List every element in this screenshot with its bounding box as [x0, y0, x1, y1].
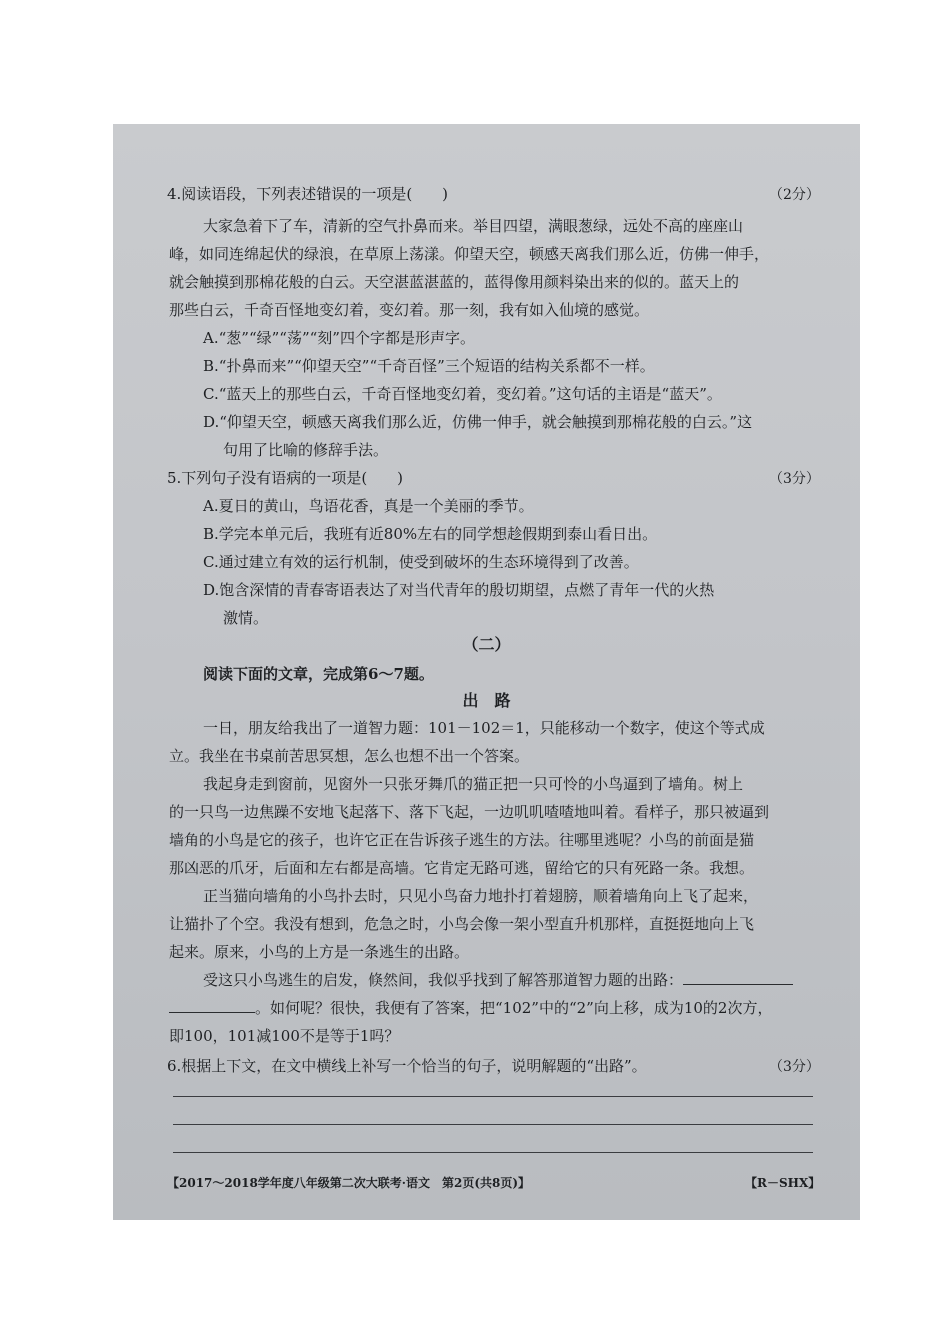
- section-heading: （二）: [462, 635, 511, 654]
- section-instruction: 阅读下面的文章，完成第6～7题。: [203, 665, 434, 683]
- q4-option-c: C.“蓝天上的那些白云，千奇百怪地变幻着，变幻着。”这句话的主语是“蓝天”。: [203, 385, 722, 403]
- article-line: [169, 998, 772, 1018]
- q5-option-a: A.夏日的黄山，鸟语花香，真是一个美丽的季节。: [203, 497, 534, 515]
- q5-option-c: C.通过建立有效的运行机制，使受到破坏的生态环境得到了改善。: [203, 553, 639, 571]
- article-line: 我起身走到窗前，见窗外一只张牙舞爪的猫正把一只可怜的小鸟逼到了墙角。树上: [203, 775, 744, 793]
- article-line: 一日，朋友给我出了一道智力题：101－102＝1，只能移动一个数字，使这个等式成: [203, 719, 765, 737]
- q5-option-b: B.学完本单元后，我班有近80%左右的同学想趁假期到泰山看日出。: [203, 525, 658, 543]
- article-line: [203, 970, 793, 990]
- article-line: 墙角的小鸟是它的孩子，也许它正在告诉孩子逃生的方法。往哪里逃呢？小鸟的前面是猫: [169, 831, 755, 849]
- article-line-text: 受这只小鸟逃生的启发，倏然间，我似乎找到了解答那道智力题的出路：: [203, 971, 684, 989]
- article-line: 立。我坐在书桌前苦思冥想，怎么也想不出一个答案。: [169, 747, 530, 765]
- article-line: 那凶恶的爪牙，后面和左右都是高墙。它肯定无路可逃，留给它的只有死路一条。我想。: [169, 859, 755, 877]
- q4-passage-line: 大家急着下了车，清新的空气扑鼻而来。举目四望，满眼葱绿，远处不高的座座山: [203, 217, 744, 235]
- q4-option-d-cont: 句用了比喻的修辞手法。: [223, 441, 389, 459]
- answer-blank[interactable]: [683, 970, 793, 985]
- footer-info: 【2017～2018学年度八年级第二次大联考·语文 第2页(共8页)】: [167, 1176, 531, 1190]
- q4-stem: 4.阅读语段，下列表述错误的一项是( ): [167, 185, 449, 203]
- answer-blank-cont[interactable]: [169, 998, 255, 1013]
- answer-line[interactable]: [173, 1152, 813, 1153]
- answer-line[interactable]: [173, 1124, 813, 1125]
- article-line: 起来。原来，小鸟的上方是一条逃生的出路。: [169, 943, 470, 961]
- article-line: 让猫扑了个空。我没有想到，危急之时，小鸟会像一架小型直升机那样，直挺挺地向上飞: [169, 915, 755, 933]
- q4-passage-line: 峰，如同连绵起伏的绿浪，在草原上荡漾。仰望天空，顿感天离我们那么近，仿佛一伸手，: [169, 245, 770, 263]
- answer-line[interactable]: [173, 1096, 813, 1097]
- exam-page: [113, 124, 860, 1220]
- q6-score: （3分）: [769, 1059, 820, 1075]
- q5-option-d: D.饱含深情的青春寄语表达了对当代青年的殷切期望，点燃了青年一代的火热: [203, 581, 715, 599]
- q4-passage-line: 那些白云，千奇百怪地变幻着，变幻着。那一刻，我有如入仙境的感觉。: [169, 301, 650, 319]
- article-title: 出 路: [462, 691, 511, 710]
- q4-score: （2分）: [769, 187, 820, 203]
- q4-option-d: D.“仰望天空，顿感天离我们那么近，仿佛一伸手，就会触摸到那棉花般的白云。”这: [203, 413, 753, 431]
- q5-option-d-cont: 激情。: [223, 609, 269, 627]
- article-line-text: 。如何呢？很快，我便有了答案，把“102”中的“2”向上移，成为10的2次方，: [255, 999, 773, 1017]
- footer-code: 【R－SHX】: [745, 1176, 821, 1190]
- q4-option-b: B.“扑鼻而来”“仰望天空”“千奇百怪”三个短语的结构关系都不一样。: [203, 357, 655, 375]
- q4-option-a: A.“葱”“绿”“荡”“刻”四个字都是形声字。: [203, 329, 475, 347]
- article-line: 即100，101减100不是等于1吗？: [169, 1027, 400, 1045]
- q6-stem: 6.根据上下文，在文中横线上补写一个恰当的句子，说明解题的“出路”。: [167, 1057, 647, 1075]
- article-line: 的一只鸟一边焦躁不安地飞起落下、落下飞起，一边叽叽喳喳地叫着。看样子，那只被逼到: [169, 803, 770, 821]
- q5-score: （3分）: [769, 471, 820, 487]
- q4-passage-line: 就会触摸到那棉花般的白云。天空湛蓝湛蓝的，蓝得像用颜料染出来的似的。蓝天上的: [169, 273, 740, 291]
- q5-stem: 5.下列句子没有语病的一项是( ): [167, 469, 404, 487]
- article-line: 正当猫向墙角的小鸟扑去时，只见小鸟奋力地扑打着翅膀，顺着墙角向上飞了起来，: [203, 887, 759, 905]
